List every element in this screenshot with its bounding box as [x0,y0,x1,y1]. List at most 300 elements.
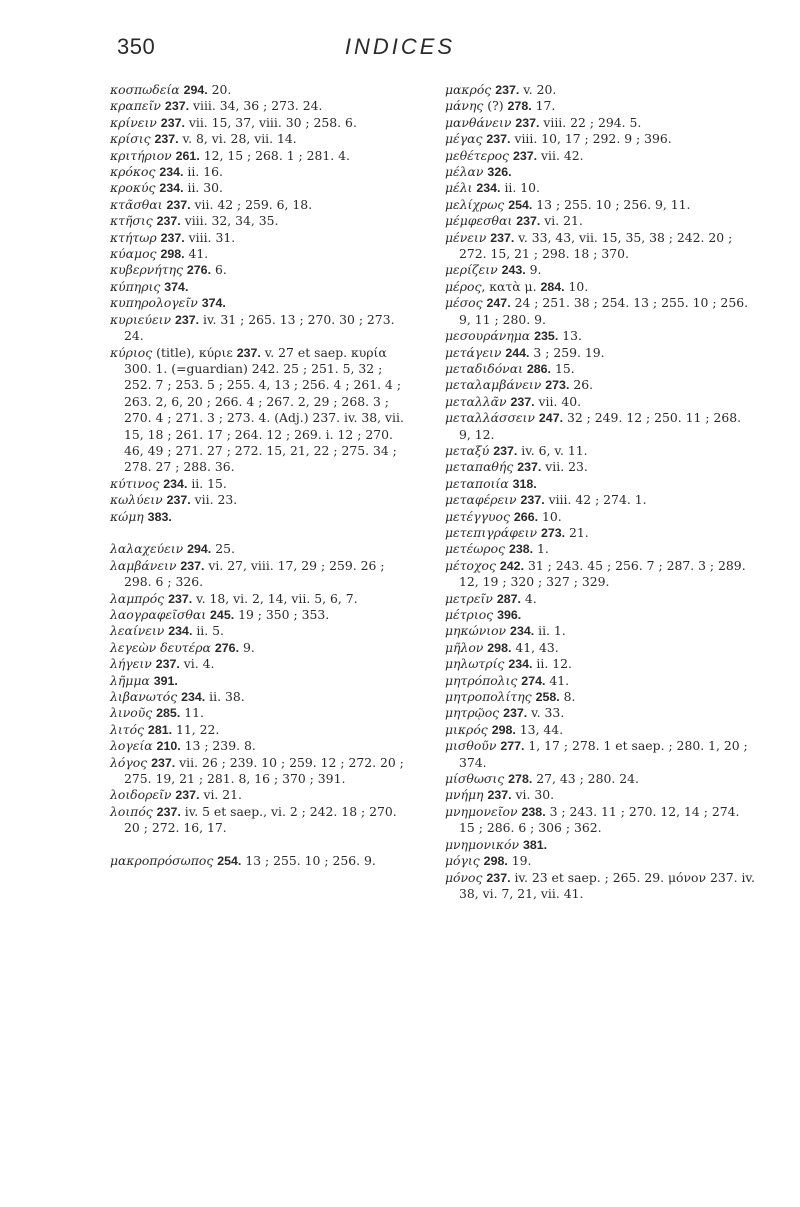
entry-headword: μηκώνιον [445,623,507,639]
entry-references: v. 33, 43, vii. 15, 35, 38 ; 242. 20 ; 272. 15, 21 ; 298. 18 ; 370. [459,229,733,262]
index-entry [445,213,755,229]
entry-papyrus-number: 294. [187,542,212,557]
entry-headword: λοιπός [110,803,153,819]
entry-references: 1, 17 ; 278. 1 et saep. ; 280. 1, 20 ; 374. [459,738,748,770]
entry-headword: μεταπαθής [445,459,514,475]
entry-headword: μνημονικόν [445,836,520,852]
entry-references: 13, 44. [515,721,564,737]
entry-headword: λεαίνειν [110,623,165,639]
entry-headword: μελίχρως [445,196,505,212]
entry-papyrus-number: 234. [159,165,184,180]
entry-references: viii. 42 ; 274. 1. [544,492,647,508]
entry-references: vi. 21. [199,787,242,803]
entry-references: vii. 23. [541,459,588,475]
entry-references: 41, 43. [511,639,559,655]
entry-references: 11, 22. [172,721,220,737]
entry-qualifier: (title), κύριε [152,344,237,360]
entry-headword: λόγος [110,754,148,770]
index-entry [110,509,410,525]
entry-headword: κρόκος [110,164,156,180]
index-entry [110,656,410,672]
entry-headword: μέσος [445,295,483,311]
index-entry [110,591,410,607]
index-entry [110,755,410,788]
index-entry [445,98,755,114]
entry-headword: μικρός [445,721,488,737]
entry-papyrus-number: 237. [166,197,191,212]
entry-references: vii. 15, 37, viii. 30 ; 258. 6. [184,114,357,130]
entry-papyrus-number: 278. [507,99,532,114]
entry-headword: κύπηρις [110,278,161,294]
entry-headword: μετρεῖν [445,590,493,606]
entry-references: vii. 42 ; 259. 6, 18. [190,196,313,212]
entry-papyrus-number: 237. [175,788,200,803]
entry-references: 9. [239,639,255,655]
index-entry [445,722,755,738]
entry-papyrus-number: 238. [521,804,546,819]
index-entry [110,213,410,229]
entry-references: viii. 22 ; 294. 5. [539,114,642,130]
entry-papyrus-number: 273. [545,378,570,393]
entry-references: vii. 23. [190,492,238,508]
entry-headword: λιτός [110,721,144,737]
entry-papyrus-number: 237. [174,312,200,327]
entry-headword: λιβανωτός [110,689,178,705]
index-entry [445,705,755,721]
index-entry [110,295,410,311]
index-entry [110,853,410,869]
entry-references: ii. 10. [500,180,540,196]
entry-papyrus-number: 237. [156,804,181,819]
entry-headword: κτῆσις [110,213,153,229]
index-entry [110,164,410,180]
index-entry [445,459,755,475]
entry-headword: μακρός [445,82,492,97]
entry-references: 10. [538,508,562,524]
entry-headword: μεταξύ [445,442,490,458]
entry-references: iv. 23 et saep. ; 265. 29. μόνον 237. iv. 38, vi. 7, 21, vii. 41. [459,869,755,901]
index-entry [445,82,755,98]
entry-papyrus-number: 247. [486,296,511,311]
entry-references: v. 18, vi. 2, 14, vii. 5, 6, 7. [192,590,358,606]
entry-headword: μετέγγυος [445,508,510,524]
entry-headword: λοιδορεῖν [110,787,172,803]
entry-headword: λινοῦς [110,705,153,721]
entry-headword: λογεία [110,738,153,754]
entry-papyrus-number: 237. [495,83,520,97]
index-entry [110,476,410,492]
entry-papyrus-number: 254. [508,197,533,212]
index-entry [445,131,755,147]
index-entry [110,787,410,803]
entry-references: 15. [551,360,575,376]
entry-headword: κυπηρολογεῖν [110,295,198,311]
entry-headword: μισθοῦν [445,738,497,754]
index-entry [110,115,410,131]
entry-papyrus-number: 298. [491,722,516,737]
entry-references: v. 33. [527,705,565,721]
entry-papyrus-number: 237. [517,460,542,475]
index-entry [445,345,755,361]
entry-papyrus-number: 237. [515,115,540,130]
entry-papyrus-number: 237. [486,870,511,885]
entry-papyrus-number: 234. [508,657,533,672]
entry-headword: μητρόπολις [445,672,518,688]
entry-papyrus-number: 234. [168,624,193,639]
entry-headword: λεγεὼν δευτέρα [110,639,211,655]
entry-headword: μνημονεῖον [445,803,518,819]
entry-references: 41. [545,672,570,688]
entry-papyrus-number: 237. [160,115,185,130]
entry-references: iv. 6, v. 11. [517,442,588,458]
entry-headword: μετέωρος [445,541,505,557]
entry-references: 3 ; 259. 19. [529,344,605,360]
index-entry [445,377,755,393]
entry-references: 4. [520,590,537,606]
index-entry [110,738,410,754]
index-entry [445,279,755,295]
entry-headword: μεταδιδόναι [445,360,523,376]
entry-papyrus-number: 237. [156,214,181,229]
entry-references: vii. 26 ; 239. 10 ; 259. 12 ; 272. 20 ; 275. 19, 21 ; 281. 8, 16 ; 370 ; 391. [124,754,404,787]
entry-papyrus-number: 284. [540,279,565,294]
entry-headword: λαλαχεύειν [110,541,184,557]
index-entry [110,640,410,656]
entry-references: 31 ; 243. 45 ; 256. 7 ; 287. 3 ; 289. 12, 19 ; 320 ; 327 ; 329. [459,557,746,590]
index-entry [445,180,755,196]
entry-papyrus-number: 244. [505,345,530,360]
index-entry [445,148,755,164]
entry-papyrus-number: 234. [163,476,188,491]
entry-references: ii. 16. [183,164,223,180]
index-entry [445,591,755,607]
entry-papyrus-number: 237. [155,657,180,672]
entry-references: 10. [564,278,589,294]
entry-references: ii. 15. [187,475,227,491]
index-entry [110,131,410,147]
entry-headword: μέτριος [445,607,494,622]
entry-references: 32 ; 249. 12 ; 250. 11 ; 268. 9, 12. [459,410,742,442]
entry-papyrus-number: 242. [499,558,525,573]
entry-papyrus-number: 326. [487,165,512,180]
entry-papyrus-number: 286. [526,361,551,376]
index-entry [110,558,410,591]
entry-papyrus-number: 396. [497,608,522,622]
entry-papyrus-number: 294. [183,83,208,97]
entry-headword: κυβερνήτης [110,262,183,278]
entry-headword: μηλωτρίς [445,656,505,672]
entry-references: ii. 30. [183,180,223,196]
index-entry [445,164,755,180]
index-entry [445,492,755,508]
entry-qualifier: , κατὰ μ. [481,278,541,294]
entry-papyrus-number: 298. [160,247,185,262]
index-entry [445,328,755,344]
entry-papyrus-number: 237. [236,345,261,360]
entry-papyrus-number: 273. [540,525,566,540]
entry-references: 8. [559,689,576,705]
index-entry [445,673,755,689]
entry-references: 13 ; 255. 10 ; 256. 9, 11. [532,196,691,212]
entry-references: iv. 31 ; 265. 13 ; 270. 30 ; 273. 24. [124,311,395,344]
entry-papyrus-number: 237. [154,132,179,147]
entry-references: 21. [565,524,589,540]
entry-references: 11. [180,705,204,721]
entry-papyrus-number: 237. [503,706,528,721]
entry-headword: κύριος [110,344,153,360]
entry-headword: κοσπωδεία [110,82,180,97]
entry-references: 17. [531,98,556,114]
entry-references: viii. 10, 17 ; 292. 9 ; 396. [510,131,672,147]
index-entry [445,771,755,787]
index-entry [110,623,410,639]
entry-papyrus-number: 383. [147,509,172,524]
entry-headword: μεθέτερος [445,147,509,163]
entry-papyrus-number: 237. [520,493,545,508]
entry-headword: μένειν [445,229,487,245]
entry-papyrus-number: 274. [521,673,546,688]
entry-references: ii. 5. [192,623,224,639]
entry-headword: κτήτωρ [110,229,157,245]
entry-headword: κρίσις [110,131,151,147]
entry-headword: μνήμη [445,787,484,803]
entry-papyrus-number: 237. [160,230,185,245]
entry-references: 9. [525,262,542,278]
index-entry [445,870,755,903]
entry-headword: κριτήριον [110,147,172,163]
index-entry [110,312,410,345]
index-entry [110,148,410,164]
entry-papyrus-number: 234. [159,181,184,196]
entry-references: vi. 4. [179,656,215,672]
entry-headword: κώμη [110,508,144,524]
index-column-left [110,82,410,869]
entry-papyrus-number: 234. [181,690,206,705]
entry-references: v. 8, vi. 28, vii. 14. [178,131,297,147]
page-header [0,28,800,68]
entry-papyrus-number: 237. [168,591,193,606]
entry-headword: μητρῷος [445,705,500,721]
index-entry [110,279,410,295]
index-entry [445,541,755,557]
entry-papyrus-number: 234. [510,624,535,639]
entry-references: viii. 34, 36 ; 273. 24. [189,98,323,114]
entry-headword: μεταποιία [445,475,509,491]
entry-papyrus-number: 237. [151,755,176,770]
entry-headword: κυριεύειν [110,311,172,327]
index-entry [110,82,410,98]
entry-references: 13 ; 239. 8. [180,738,256,754]
entry-papyrus-number: 261. [175,148,200,163]
entry-references: vii. 40. [534,393,582,409]
entry-headword: μετάγειν [445,344,502,360]
entry-headword: μερίζειν [445,262,498,278]
entry-references: 3 ; 243. 11 ; 270. 12, 14 ; 274. 15 ; 286. 6 ; 306 ; 362. [459,803,740,836]
entry-headword: μεταλαμβάνειν [445,377,542,393]
entry-papyrus-number: 298. [487,640,512,655]
index-entry [445,787,755,803]
entry-headword: κραπεῖν [110,98,161,114]
index-entry [445,525,755,541]
entry-papyrus-number: 237. [164,99,190,114]
entry-headword: μέλι [445,180,473,196]
entry-references: vi. 30. [511,787,555,803]
entry-papyrus-number: 276. [186,263,212,278]
index-entry [110,804,410,837]
entry-headword: μητροπολίτης [445,689,532,705]
index-entry [445,853,755,869]
entry-qualifier: (?) [483,98,508,114]
entry-papyrus-number: 238. [508,542,534,557]
entry-references: 12, 15 ; 268. 1 ; 281. 4. [199,147,350,163]
entry-references: vi. 21. [540,213,583,229]
entry-headword: μέμφεσθαι [445,213,513,229]
entry-headword: μέτοχος [445,557,496,573]
entry-papyrus-number: 281. [147,722,173,737]
entry-headword: μεσουράνημα [445,328,531,344]
entry-papyrus-number: 247. [538,411,564,426]
entry-papyrus-number: 266. [513,509,539,524]
entry-references: 13. [558,328,582,344]
entry-references: viii. 32, 34, 35. [180,213,279,229]
index-entry [445,262,755,278]
entry-references: iv. 5 et saep., vi. 2 ; 242. 18 ; 270. 20 ; 272. 16, 17. [124,803,397,836]
index-entry [445,230,755,263]
entry-papyrus-number: 391. [153,673,178,688]
entry-references: 24 ; 251. 38 ; 254. 13 ; 255. 10 ; 256. 9, 11 ; 280. 9. [459,295,749,327]
entry-headword: μέρος [445,278,482,294]
entry-papyrus-number: 234. [476,181,501,196]
entry-headword: μέλαν [445,164,484,180]
entry-headword: κωλύειν [110,492,163,508]
index-entry [110,722,410,738]
index-entry [445,640,755,656]
entry-papyrus-number: 381. [522,837,548,852]
index-entry [110,262,410,278]
entry-references: ii. 38. [205,689,245,705]
entry-papyrus-number: 287. [496,591,521,606]
index-entry [445,689,755,705]
entry-papyrus-number: 318. [512,476,537,491]
index-entry [445,197,755,213]
entry-references: viii. 31. [184,229,236,245]
entry-papyrus-number: 298. [483,854,508,869]
entry-headword: μῆλον [445,639,484,655]
index-entry [445,394,755,410]
entry-papyrus-number: 276. [214,640,240,655]
entry-headword: λαμπρός [110,590,165,606]
entry-headword: μακροπρόσωπος [110,853,214,869]
entry-references: 27, 43 ; 280. 24. [532,771,639,787]
entry-headword: μόγις [445,853,480,869]
entry-headword: μανθάνειν [445,114,512,130]
entry-references: vii. 42. [537,147,584,163]
page-number: 350 [117,34,156,59]
entry-papyrus-number: 237. [487,788,512,803]
index-entry [110,230,410,246]
index-entry [110,345,410,476]
entry-papyrus-number: 237. [486,132,511,147]
index-entry [445,623,755,639]
entry-references: ii. 1. [534,623,566,639]
index-entry [110,492,410,508]
entry-papyrus-number: 243. [501,263,526,278]
entry-headword: κύαμος [110,246,157,262]
index-entry [445,607,755,623]
entry-headword: κρίνειν [110,114,157,130]
index-entry [445,804,755,837]
index-entry [110,197,410,213]
entry-papyrus-number: 237. [166,493,191,508]
index-entry [110,607,410,623]
index-entry [445,558,755,591]
entry-headword: μεταλλᾶν [445,393,507,409]
entry-headword: κροκύς [110,180,156,196]
entry-papyrus-number: 277. [500,739,525,754]
index-entry [445,295,755,328]
entry-references: v. 27 et saep. κυρία 300. 1. (=guardian) 242. 25 ; 251. 5, 32 ; 252. 7 ; 253. 5 ; 255. 4, 13 ; 256. 4 ; 261. 4 ; 263. 2, 6, 20 ; 266. 4 ; 267. 2, 29 ; 268. 3 ; 270. 4 ; 271. 3 ; 273. 4. (Adj.) 237. iv. 38, vii. 15, 18 ; 261. 17 ; 264. 12 ; 269. i. 12 ; 270. 46, 49 ; 271. 27 ; 272. 15, 21, 22 ; 275. 34 ; 278. 27 ; 288. 36. [124,344,404,475]
entry-papyrus-number: 285. [156,706,181,721]
entry-references: 13 ; 255. 10 ; 256. 9. [241,853,376,869]
index-entry [445,476,755,492]
index-entry [445,443,755,459]
index-entry [110,180,410,196]
entry-papyrus-number: 374. [164,279,189,294]
entry-references: ii. 12. [532,656,572,672]
index-entry [445,656,755,672]
entry-headword: μεταφέρειν [445,492,517,508]
entry-papyrus-number: 235. [534,329,559,344]
entry-headword: λαογραφεῖσθαι [110,606,207,622]
index-entry [445,115,755,131]
entry-references: 6. [211,262,227,278]
entry-papyrus-number: 254. [217,854,242,869]
entry-papyrus-number: 237. [512,148,538,163]
entry-headword: κύτινος [110,475,160,491]
index-entry [445,361,755,377]
entry-papyrus-number: 237. [493,443,518,458]
index-entry [110,705,410,721]
index-entry [445,509,755,525]
entry-headword: λήγειν [110,656,152,672]
entry-headword: μεταλλάσσειν [445,410,535,426]
entry-references: 26. [569,377,594,393]
index-entry [445,837,755,853]
entry-references: v. 20. [519,82,557,97]
entry-references: 41. [184,246,209,262]
entry-references: 25. [211,541,235,557]
index-entry [445,410,755,443]
index-entry [110,541,410,557]
entry-papyrus-number: 237. [510,394,535,409]
entry-papyrus-number: 258. [535,690,560,705]
entry-papyrus-number: 278. [508,772,533,787]
entry-papyrus-number: 210. [156,739,181,754]
entry-papyrus-number: 374. [201,296,226,311]
entry-headword: λῆμμα [110,672,150,688]
entry-headword: κτᾶσθαι [110,196,163,212]
entry-headword: μάνης [445,98,484,114]
running-head-title: INDICES [344,34,456,59]
entry-references: 1. [533,541,549,557]
index-column-right [445,82,755,902]
entry-headword: λαμβάνειν [110,557,177,573]
entry-references: 19 ; 350 ; 353. [234,606,330,622]
entry-papyrus-number: 245. [210,607,235,622]
entry-papyrus-number: 237. [490,230,515,245]
index-entry [445,738,755,771]
index-entry [110,98,410,114]
